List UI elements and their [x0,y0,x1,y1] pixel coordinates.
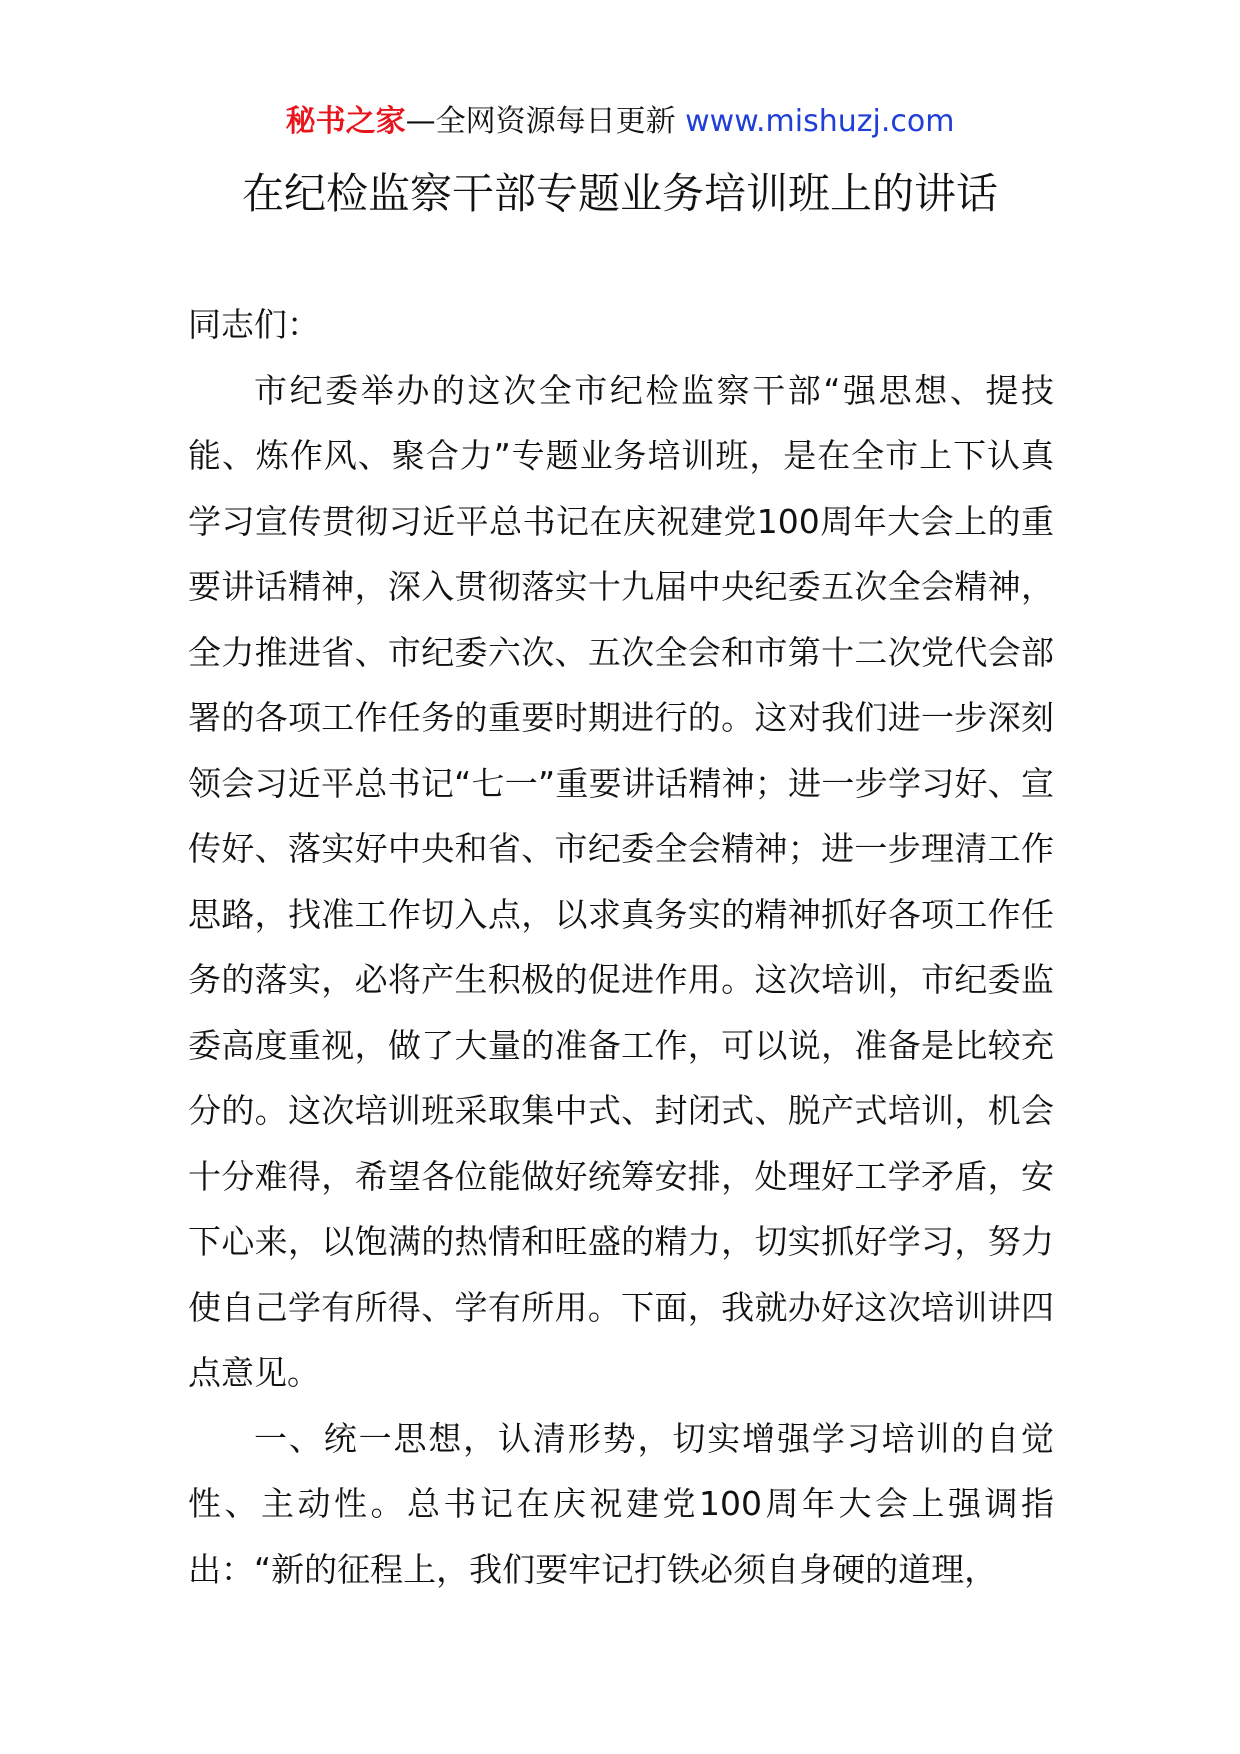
paragraph [188,1406,1054,1603]
site-header [0,100,1240,144]
brand-name: 秘书之家 [285,104,406,139]
salutation: 同志们： [188,305,320,344]
site-url-link[interactable]: www.mishuzj.com [685,104,955,139]
paragraph: 市纪委举办的这次全市纪检监察干部“强思想、提技能、炼作风、聚合力”专题业务培训班，是在全市上下认真学习宣传贯彻习近平总书记在庆祝建党100周年大会上的重要讲话精神，深入贯彻落实十九届中央纪委五次全会精神，全力推进省、市纪委六次、五次全会和市第十二次党代会部署的各项工作任务的重要时期进行的。这对我们进一步深刻领会习近平总书记“七一”重要讲话精神；进一步学习好、宣传好、落实好中央和省、市纪委全会精神；进一步理清工作思路，找准工作切入点，以求真务实的精神抓好各项工作任务的落实，必将产生积极的促进作用。这次培训，市纪委监委高度重视，做了大量的准备工作，可以说，准备是比较充分的。这次培训班采取集中式、封闭式、脱产式培训，机会十分难得，希望各位能做好统筹安排，处理好工学矛盾，安下心来，以饱满的热情和旺盛的精力，切实抓好学习，努力使自己学有所得、学有所用。下面，我就办好这次培训讲四点意见。 [188,370,1054,1392]
section-heading: 一、统一思想，认清形势，切实增强学习培训的自觉性、主动性。 [188,1418,1054,1523]
header-tagline: —全网资源每日更新 [405,104,676,139]
document-body [188,292,1054,1602]
document-title: 在纪检监察干部专题业务培训班上的讲话 [241,169,998,218]
section-text: 总书记在庆祝建党100周年大会上强调指出：“新的征程上，我们要牢记打铁必须自身硬的道理， [188,1484,1054,1589]
